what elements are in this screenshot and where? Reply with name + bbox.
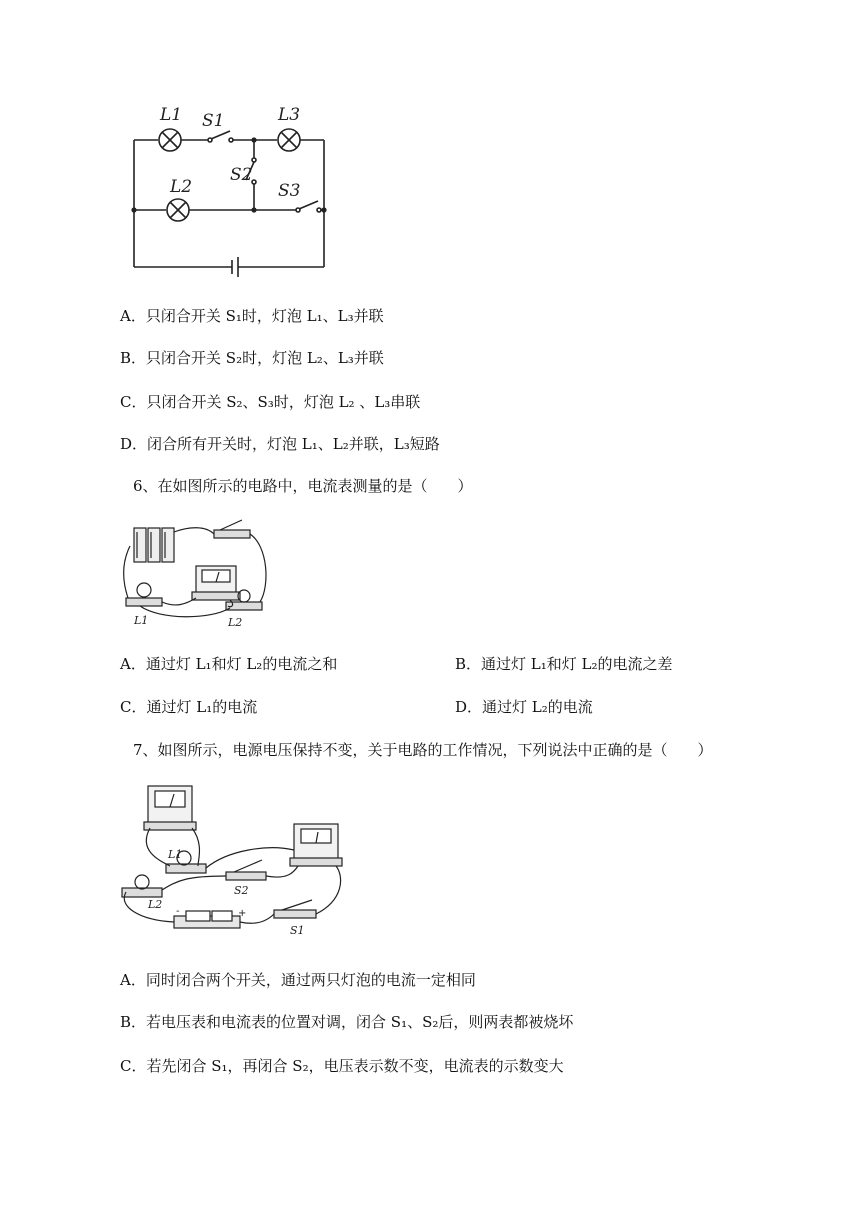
q5-label-s3: S3 xyxy=(278,181,301,201)
q5-circuit-diagram xyxy=(120,100,340,280)
q6-option-a: A．通过灯 L₁和灯 L₂的电流之和 xyxy=(120,655,338,673)
q5-option-b: B．只闭合开关 S₂时，灯泡 L₂、L₃并联 xyxy=(120,349,384,367)
q5-option-c: C．只闭合开关 S₂、S₃时，灯泡 L₂ 、L₃串联 xyxy=(120,393,421,411)
q7-label-l2: L2 xyxy=(148,898,163,911)
q6-option-d: D．通过灯 L₂的电流 xyxy=(455,698,593,716)
q5-label-l3: L3 xyxy=(278,105,301,125)
q5-label-l2: L2 xyxy=(170,177,193,197)
q6-question-stem: 6、在如图所示的电路中，电流表测量的是（ ） xyxy=(133,477,473,495)
q5-option-a: A．只闭合开关 S₁时，灯泡 L₁、L₃并联 xyxy=(120,307,384,325)
q6-label-l1: L1 xyxy=(134,614,149,627)
q7-label-s2: S2 xyxy=(234,884,249,897)
q7-option-c: C．若先闭合 S₁，再闭合 S₂，电压表示数不变，电流表的示数变大 xyxy=(120,1057,564,1075)
svg-text:-: - xyxy=(176,906,180,917)
q7-option-b: B．若电压表和电流表的位置对调，闭合 S₁、S₂后，则两表都被烧坏 xyxy=(120,1013,574,1031)
q6-label-l2: L2 xyxy=(228,616,243,629)
q5-label-s2: S2 xyxy=(230,165,253,185)
svg-text:+: + xyxy=(238,908,247,919)
q5-option-d: D．闭合所有开关时，灯泡 L₁、L₂并联，L₃短路 xyxy=(120,435,440,453)
q6-option-b: B．通过灯 L₁和灯 L₂的电流之差 xyxy=(455,655,673,673)
q7-question-stem: 7、如图所示，电源电压保持不变，关于电路的工作情况，下列说法中正确的是（ ） xyxy=(133,741,713,759)
q5-label-s1: S1 xyxy=(202,111,225,131)
q7-option-a: A．同时闭合两个开关，通过两只灯泡的电流一定相同 xyxy=(120,971,476,989)
q6-physical-circuit xyxy=(120,516,270,634)
q7-physical-circuit xyxy=(118,780,350,940)
q5-label-l1: L1 xyxy=(160,105,183,125)
q6-option-c: C．通过灯 L₁的电流 xyxy=(120,698,258,716)
q7-label-s1: S1 xyxy=(290,924,305,937)
q7-label-l1: L1 xyxy=(168,848,183,861)
